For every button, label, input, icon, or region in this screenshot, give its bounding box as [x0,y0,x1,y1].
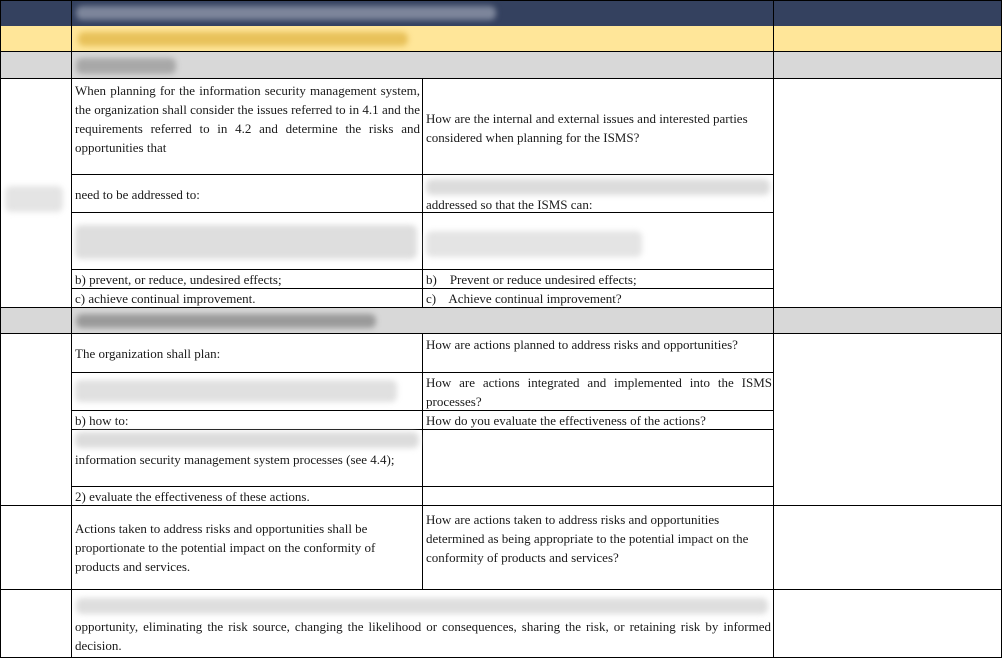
requirement-block-3 [0,506,1002,590]
redacted-requirement-options [76,598,768,614]
header-row [0,0,1002,26]
redacted-clause-number-1 [5,186,63,212]
block-1-column-divider [422,79,423,308]
redacted-requirement-integrate [75,432,419,448]
audit-question-addressed: addressed so that the ISMS can: [426,197,593,212]
section-cell-id [0,26,72,52]
divider [72,174,422,175]
block-2-column-divider [422,334,423,506]
redacted-question-text [426,179,770,195]
requirement-text-need: need to be addressed to: [75,187,200,202]
subsection-1-cell-id [0,52,72,79]
audit-question-c: c) Achieve continual improvement? [426,291,622,306]
requirement-plan: The organization shall plan: [75,346,221,361]
audit-question-b: b) Prevent or reduce undesired effects; [426,272,637,287]
audit-question-plan: How are actions planned to address risks and opportunities? [426,337,738,352]
audit-question-evaluate: How do you evaluate the effectiveness of the actions? [426,413,706,428]
requirement-evaluate: 2) evaluate the effectiveness of these actions. [75,489,310,504]
redacted-header-text [76,6,496,20]
block-2-content [72,334,774,506]
block-4-content [72,590,774,658]
block-2-notes-cell[interactable] [774,334,1002,506]
redacted-question-a [426,231,642,257]
requirement-options: opportunity, eliminating the risk source, changing the likelihood or consequences, sharing the risk, or retaining risk by informed decision. [75,619,771,653]
redacted-section-text [78,32,408,46]
block-1-content [72,79,774,308]
redacted-subsection-1-text [76,58,176,74]
redacted-requirement-a [75,225,417,259]
requirement-proportionate: Actions taken to address risks and opportunities shall be proportionate to the potential impact on the conformity of products and services. [75,521,376,574]
block-3-content [72,506,774,590]
audit-question-proportionate: How are actions taken to address risks and opportunities determined as being appropriate to the potential impact on the conformity of products and services? [426,512,749,565]
requirement-how-to: b) how to: [75,413,129,428]
block-4-id-cell [0,590,72,658]
requirement-b: b) prevent, or reduce, undesired effects; [75,272,282,287]
requirement-isms-processes: information security management system processes (see 4.4); [75,452,395,467]
header-cell-id [0,0,72,26]
block-3-notes-cell[interactable] [774,506,1002,590]
requirement-block-2 [0,334,1002,506]
section-cell-notes [774,26,1002,52]
subsection-row-1 [0,52,1002,79]
divider [422,174,774,175]
divider [422,486,774,487]
block-3-id-cell [0,506,72,590]
requirement-block-1 [0,79,1002,308]
subsection-1-cell-title [72,52,774,79]
header-cell-title [72,0,774,26]
requirement-block-4 [0,590,1002,658]
subsection-2-cell-id [0,308,72,334]
subsection-row-2 [0,308,1002,334]
block-3-column-divider [422,506,423,590]
section-cell-title [72,26,774,52]
section-row [0,26,1002,52]
subsection-1-cell-notes [774,52,1002,79]
subsection-2-cell-notes [774,308,1002,334]
header-cell-notes [774,0,1002,26]
requirement-text-intro: When planning for the information security management system, the organization shall consider the issues referred to in 4.1 and the requirements referred to in 4.2 and determine the risks and opportunities that [75,83,420,155]
block-1-notes-cell[interactable] [774,79,1002,308]
audit-question-integrate: How are actions integrated and implemented into the ISMS processes? [426,375,772,409]
block-1-id-cell [0,79,72,308]
redacted-requirement-plan-a [75,380,397,402]
block-2-id-cell [0,334,72,506]
subsection-2-cell-title [72,308,774,334]
requirement-c: c) achieve continual improvement. [75,291,256,306]
redacted-subsection-2-text [76,314,376,328]
block-4-notes-cell[interactable] [774,590,1002,658]
audit-question-intro: How are the internal and external issues and interested parties considered when planning for the ISMS? [426,111,748,145]
